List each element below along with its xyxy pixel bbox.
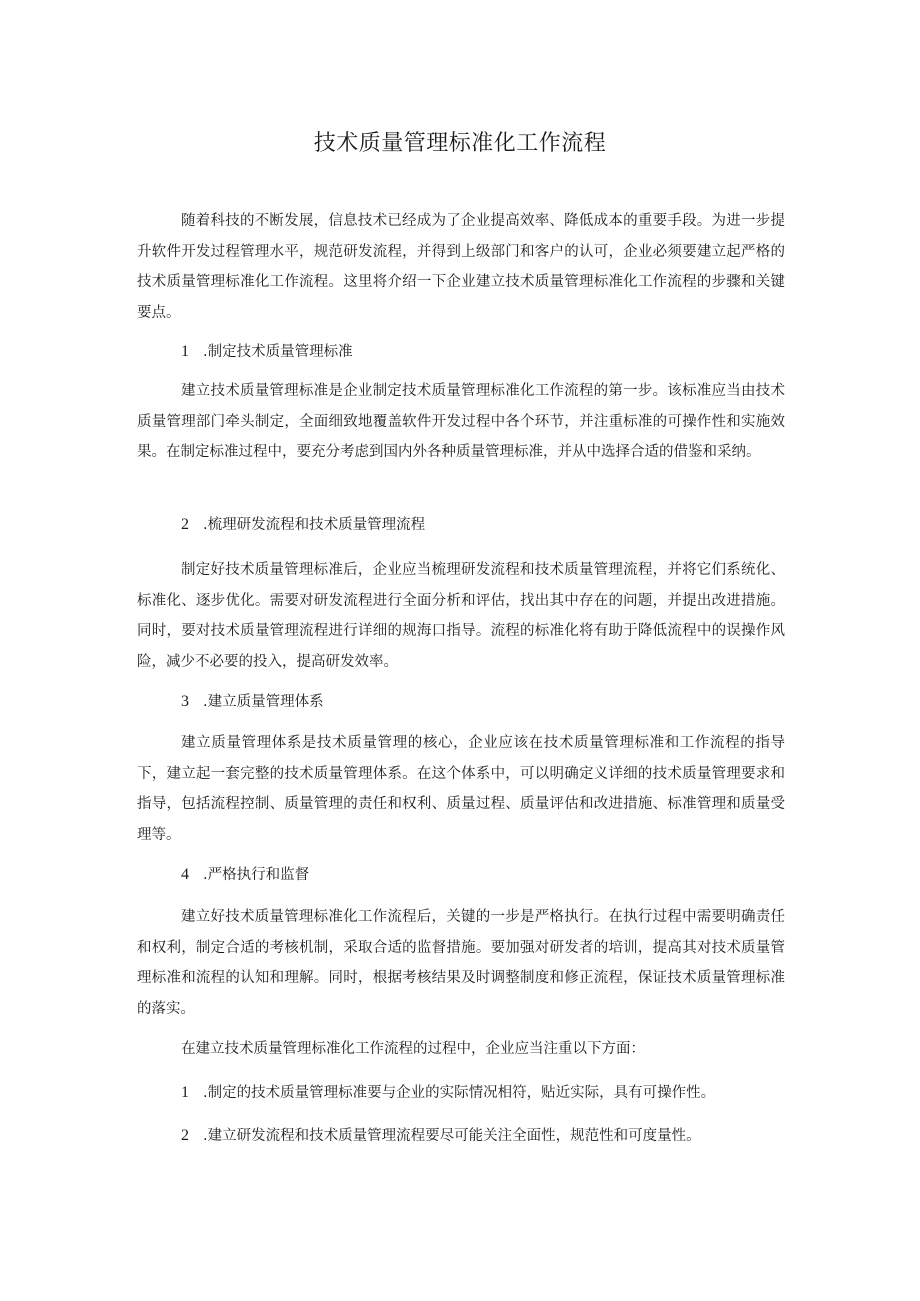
section-body-1: 建立技术质量管理标准是企业制定技术质量管理标准化工作流程的第一步。该标准应当由技术质量管理部门牵头制定，全面细致地覆盖软件开发过程中各个环节，并注重标准的可操作性和实施效果。在制定标准过程中，要充分考虑到国内外各种质量管理标准，并从中选择合适的借鉴和采纳。 <box>137 383 785 460</box>
section-number: 4 <box>181 866 189 883</box>
key-point-number: 1 <box>181 1084 189 1101</box>
key-point-text: .制定的技术质量管理标准要与企业的实际情况相符，贴近实际，具有可操作性。 <box>203 1085 716 1101</box>
section-heading-text: .制定技术质量管理标准 <box>203 344 353 360</box>
section-heading-text: .梳理研发流程和技术质量管理流程 <box>203 517 426 533</box>
section-number: 1 <box>181 343 189 360</box>
intro-paragraph: 随着科技的不断发展，信息技术已经成为了企业提高效率、降低成本的重要手段。为进一步提升软件开发过程管理水平，规范研发流程，并得到上级部门和客户的认可，企业必须要建立起严格的技术质量管理标准化工作流程。这里将介绍一下企业建立技术质量管理标准化工作流程的步骤和关键要点。 <box>137 213 785 321</box>
section-heading-text: .建立质量管理体系 <box>203 694 324 710</box>
section-body-4: 建立好技术质量管理标准化工作流程后，关键的一步是严格执行。在执行过程中需要明确责任和权利，制定合适的考核机制，采取合适的监督措施。要加强对研发者的培训，提高其对技术质量管理标准和流程的认知和理解。同时，根据考核结果及时调整制度和修正流程，保证技术质量管理标准的落实。 <box>137 909 785 1017</box>
document-title: 技术质量管理标准化工作流程 <box>313 131 607 156</box>
section-number: 3 <box>181 693 189 710</box>
key-point-number: 2 <box>181 1127 189 1144</box>
key-point-text: .建立研发流程和技术质量管理流程要尽可能关注全面性，规范性和可度量性。 <box>203 1128 701 1144</box>
section-body-3: 建立质量管理体系是技术质量管理的核心，企业应该在技术质量管理标准和工作流程的指导下，建立起一套完整的技术质量管理体系。在这个体系中，可以明确定义详细的技术质量管理要求和指导，包括流程控制、质量管理的责任和权利、质量过程、质量评估和改进措施、标准管理和质量受理等。 <box>137 735 785 843</box>
section-heading-3 <box>181 687 781 717</box>
section-heading-1 <box>181 337 781 367</box>
section-body-2: 制定好技术质量管理标准后，企业应当梳理研发流程和技术质量管理流程，并将它们系统化、标准化、逐步优化。需要对研发流程进行全面分析和评估，找出其中存在的问题，并提出改进措施。同时，要对技术质量管理流程进行详细的规海口指导。流程的标准化将有助于降低流程中的误操作风险，减少不必要的投入，提高研发效率。 <box>137 562 785 670</box>
section-heading-4 <box>181 860 781 890</box>
key-point-1 <box>181 1078 781 1108</box>
key-point-2 <box>181 1121 781 1151</box>
section-heading-2 <box>181 510 781 540</box>
section-heading-text: .严格执行和监督 <box>203 867 310 883</box>
section-number: 2 <box>181 516 189 533</box>
closing-intro-paragraph: 在建立技术质量管理标准化工作流程的过程中，企业应当注重以下方面： <box>181 1041 645 1057</box>
